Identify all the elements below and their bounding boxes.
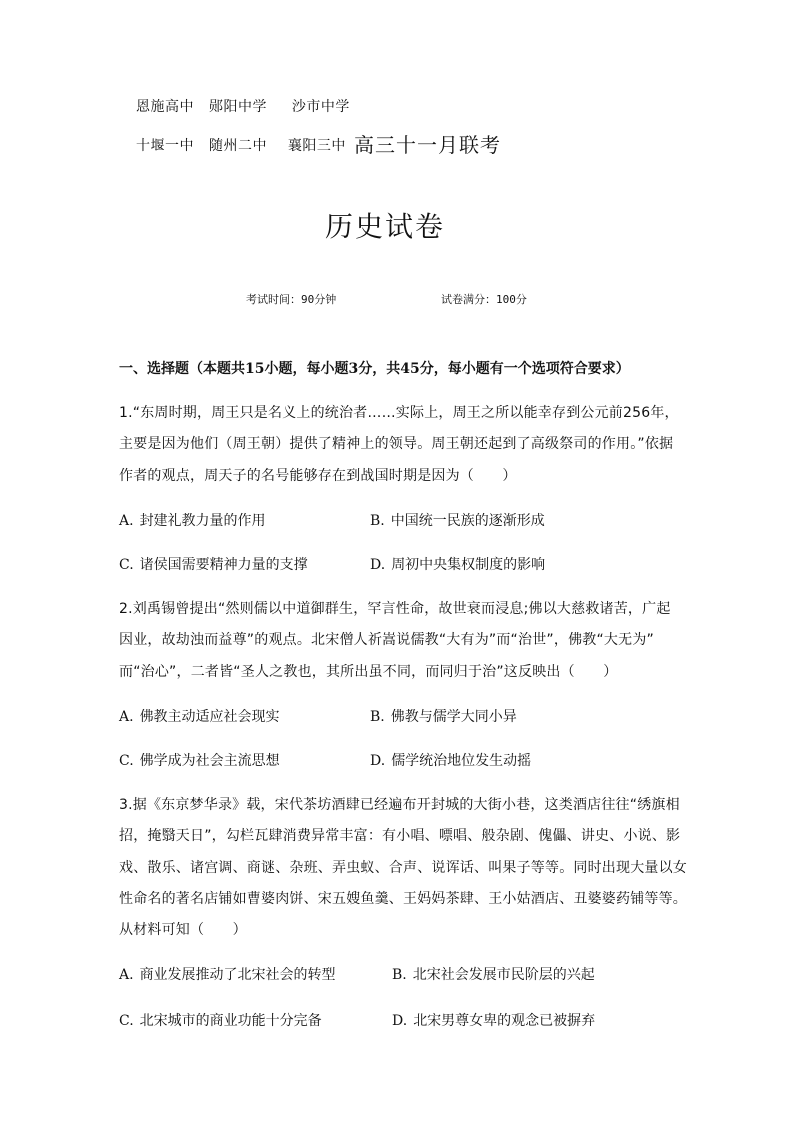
question-2-line: 因业，故劫浊而益尊”的观点。北宋僧人祈嵩说儒教“大有为”而“治世”，佛教“大无为” [119,632,654,648]
question-1-line: 作者的观点，周天子的名号能够存在到战国时期是因为（ ） [119,468,517,484]
option-text: 商业发展推动了北宋社会的转型 [139,967,336,983]
question-3-line: 从材料可知（ ） [119,922,247,938]
question-2-option-a [119,706,280,726]
question-2-line: 2.刘禹锡曾提出“然则儒以中道御群生，罕言性命，故世衰而浸息;佛以大慈救诸苦，广起 [119,601,671,617]
question-1-line: 1.“东周时期，周王只是名义上的统治者……实际上，周王之所以能幸存到公元前256年， [119,405,679,421]
question-2-option-d [370,750,531,770]
question-3-line: 3.据《东京梦华录》载，宋代茶坊酒肆已经遍布开封城的大街小巷，这类酒店往往“绣旗相 [119,797,680,813]
option-text: 封建礼教力量的作用 [139,513,266,529]
question-1-option-d [370,554,545,574]
option-text: 佛学成为社会主流思想 [139,753,280,769]
option-letter: C. [119,1013,134,1029]
option-text: 儒学统治地位发生动摇 [391,753,532,769]
question-1-option-b [370,510,545,530]
school-name: 襄阳三中 [287,138,346,154]
exam-time: 考试时间：90分钟 [246,293,337,306]
exam-name: 高三十一月联考 [354,133,501,157]
question-1-option-c [119,554,308,574]
school-name: 十堰一中 [136,138,194,154]
question-2-option-b [370,706,517,726]
question-1-line: 主要是因为他们（周王朝）提供了精神上的领导。周王朝还起到了高级祭司的作用。”依据 [119,436,674,452]
option-letter: B. [392,967,407,983]
school-row-2 [136,135,346,155]
option-text: 北宋男尊女卑的观念已被摒弃 [413,1013,596,1029]
school-name: 郧阳中学 [208,99,267,115]
option-letter: A. [119,709,134,725]
school-name: 随州二中 [208,138,267,154]
option-text: 中国统一民族的逐渐形成 [390,513,545,529]
option-letter: B. [370,709,385,725]
option-letter: B. [370,513,385,529]
option-text: 北宋社会发展市民阶层的兴起 [412,967,595,983]
option-letter: C. [119,557,134,573]
exam-score: 试卷满分：100分 [441,293,527,306]
question-3-option-c [119,1010,322,1030]
question-3-line: 性命名的著名店铺如曹婆肉饼、宋五嫂鱼羹、王妈妈茶肆、王小姑酒店、丑婆婆药铺等等。 [119,891,687,907]
option-text: 佛教主动适应社会现实 [139,709,280,725]
question-3-line: 戏、散乐、诸宫调、商谜、杂班、弄虫蚁、合声、说诨话、叫果子等等。同时出现大量以女 [119,860,687,876]
option-letter: C. [119,753,134,769]
option-letter: D. [392,1013,408,1029]
section-heading: 一、选择题（本题共15小题，每小题3分，共45分，每小题有一个选项符合要求） [119,361,630,377]
option-text: 周初中央集权制度的影响 [391,557,546,573]
option-letter: A. [119,513,134,529]
school-name: 恩施高中 [136,99,194,115]
question-3-option-b [392,964,595,984]
page-title: 历史试卷 [325,210,446,243]
school-row-1 [136,96,350,116]
question-3-option-d [392,1010,595,1030]
option-letter: A. [119,967,134,983]
school-name: 沙市中学 [291,99,350,115]
option-letter: D. [370,557,386,573]
question-2-option-c [119,750,280,770]
option-text: 北宋城市的商业功能十分完备 [139,1013,322,1029]
question-3-line: 招，掩翳天日”，勾栏瓦肆消费异常丰富：有小唱、嘌唱、般杂剧、傀儡、讲史、小说、影 [119,828,681,844]
option-text: 诸侯国需要精神力量的支撑 [139,557,308,573]
question-1-option-a [119,510,266,530]
question-3-option-a [119,964,336,984]
question-2-line: 而“治心”，二者皆“圣人之教也，其所出虽不同，而同归于治”这反映出（ ） [119,664,618,680]
option-letter: D. [370,753,386,769]
option-text: 佛教与儒学大同小异 [390,709,517,725]
